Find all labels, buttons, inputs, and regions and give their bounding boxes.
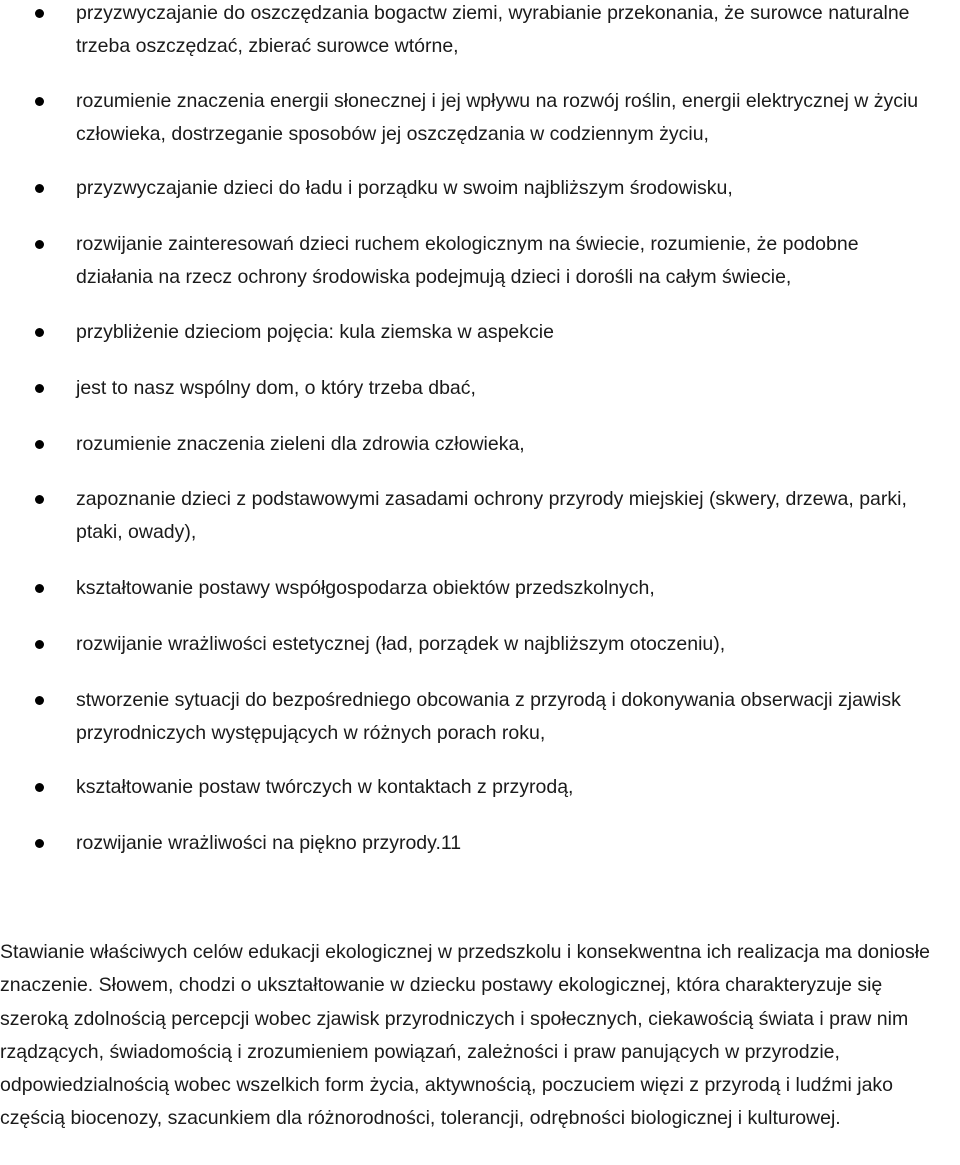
bullet-icon [35,783,44,792]
bullet-icon [35,584,44,593]
list-item-text: kształtowanie postaw twórczych w kontaktach z przyrodą, [76,776,574,798]
list-item [0,172,935,205]
list-item [0,572,935,605]
list-item [0,85,935,151]
bullet-icon [35,184,44,193]
list-item [0,228,935,294]
list-item-text: przyzwyczajanie dzieci do ładu i porządku w swoim najbliższym środowisku, [76,177,733,199]
list-item-text: zapoznanie dzieci z podstawowymi zasadami ochrony przyrody miejskiej (skwery, drzewa, parki, ptaki, owady), [76,488,907,543]
bullet-icon [35,495,44,504]
bullet-icon [35,9,44,18]
list-item-text: stworzenie sytuacji do bezpośredniego obcowania z przyrodą i dokonywania obserwacji zjawisk przyrodniczych występujących w różnych porach roku, [76,689,901,744]
bullet-icon [35,97,44,106]
bullet-icon [35,839,44,848]
list-item [0,428,935,461]
bullet-icon [35,240,44,249]
bullet-icon [35,696,44,705]
list-item-text: rozumienie znaczenia energii słonecznej i jej wpływu na rozwój roślin, energii elektrycznej w życiu człowieka, dostrzeganie sposobów jej oszczędzania w codziennym życiu, [76,90,919,145]
list-item-text: kształtowanie postawy współgospodarza obiektów przedszkolnych, [76,577,655,599]
list-item [0,483,935,549]
list-item [0,684,935,750]
body-paragraph: Stawianie właściwych celów edukacji ekologicznej w przedszkolu i konsekwentna ich realizacja ma doniosłe znaczenie. Słowem, chodzi o ukształtowanie w dziecku postawy ekologicznej, która charakteryzuje się szeroką zdolnością percepcji wobec zjawisk przyrodniczych i społecznych, ciekawością świata i praw nim rządzących, świadomością i zrozumieniem powiązań, zależności i praw panujących w przyrodzie, odpowiedzialnością wobec wszelkich form życia, aktywnością, poczuciem więzi z przyrodą i ludźmi jako częścią biocenozy, szacunkiem dla różnorodności, tolerancji, odrębności biologicznej i kulturowej. [0,941,930,1130]
list-item [0,0,935,63]
list-item-text: rozwijanie wrażliwości estetycznej (ład, porządek w najbliższym otoczeniu), [76,633,726,655]
list-item-text: przybliżenie dzieciom pojęcia: kula ziemska w aspekcie [76,321,554,343]
bullet-icon [35,328,44,337]
list-item-text: rozumienie znaczenia zieleni dla zdrowia człowieka, [76,433,525,455]
list-item [0,628,935,661]
list-item-text: przyzwyczajanie do oszczędzania bogactw ziemi, wyrabianie przekonania, że surowce naturalne trzeba oszczędzać, zbierać surowce wtórne, [76,2,910,57]
list-item [0,372,935,405]
list-item-text: rozwijanie zainteresowań dzieci ruchem ekologicznym na świecie, rozumienie, że podobne działania na rzecz ochrony środowiska podejmują dzieci i dorośli na całym świecie, [76,233,859,288]
bullet-icon [35,640,44,649]
list-item [0,316,935,349]
bullet-icon [35,440,44,449]
list-item [0,771,935,804]
list-item-text: jest to nasz wspólny dom, o który trzeba dbać, [76,377,476,399]
list-item-text: rozwijanie wrażliwości na piękno przyrody.11 [76,832,462,854]
list-item [0,827,935,860]
bullet-icon [35,384,44,393]
